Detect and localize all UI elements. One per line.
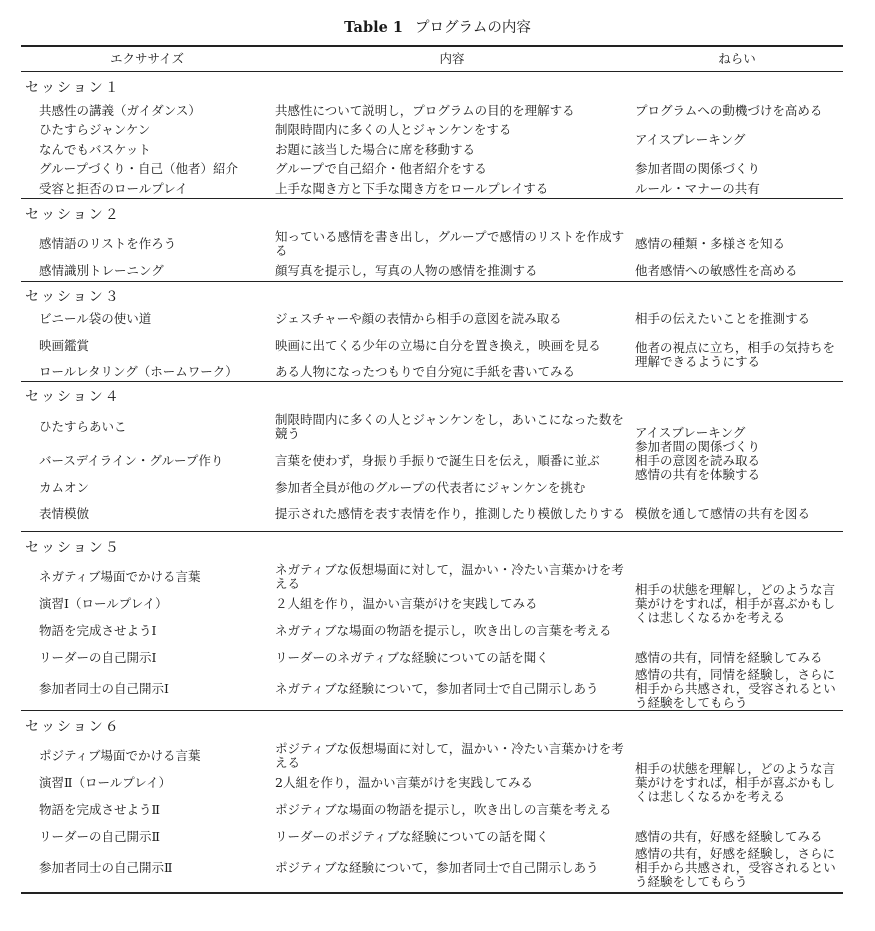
session-group <box>21 281 843 381</box>
content-cell: ネガティブな仮想場面に対して，温かい・冷たい言葉かけを考える <box>275 562 624 591</box>
content-cell: ネガティブな場面の物語を提示し，吹き出しの言葉を考える <box>275 623 612 638</box>
aim-cell: 他者感情への敏感性を高める <box>635 262 798 278</box>
exercise-cell: ひたすらあいこ <box>39 418 127 434</box>
session-title: セッション２ <box>25 206 121 223</box>
header-exercise: エクササイズ <box>109 51 184 66</box>
session-title: セッション３ <box>25 289 121 305</box>
table-caption <box>0 16 875 37</box>
content-cell: ２人組を作り，温かい言葉がけを実践してみる <box>275 596 538 611</box>
session-header-row <box>21 381 843 410</box>
content-cell: お題に該当した場合に席を移動する <box>275 141 476 157</box>
exercise-cell: 感情識別トレーニング <box>39 262 164 278</box>
exercise-cell: ロールレタリング（ホームワーク） <box>39 363 238 379</box>
content-cell: 2人組を作り，温かい言葉がけを実践してみる <box>275 775 533 790</box>
aim-cell: アイスブレーキング <box>635 132 746 147</box>
exercise-cell: 感情語のリストを作ろう <box>39 236 177 251</box>
session-header-row <box>21 532 843 561</box>
table-row <box>21 827 843 847</box>
exercise-cell: 物語を完成させようⅠ <box>39 623 157 638</box>
exercise-cell: ビニール袋の使い道 <box>39 311 152 327</box>
content-cell: 映画に出てくる少年の立場に自分を置き換え，映画を見る <box>275 338 601 353</box>
aim-cell: 感情の種類・多様さを知る <box>635 236 786 251</box>
session-header-row <box>21 711 843 740</box>
aim-cell: 感情の共有，同情を経験し，さらに相手から共感され，受容されるという経験をしてもらう <box>635 667 836 710</box>
exercise-cell: ポジティブ場面でかける言葉 <box>39 748 201 763</box>
content-cell: 共感性について説明し，プログラムの目的を理解する <box>275 102 575 118</box>
session-title: セッション５ <box>25 539 121 556</box>
exercise-cell: 映画鑑賞 <box>39 338 90 353</box>
content-cell: 言葉を使わず，身振り手振りで誕生日を伝え，順番に並ぶ <box>275 452 600 468</box>
table-caption-text: プログラムの内容 <box>414 20 531 36</box>
aim-cell: 感情の共有，同情を経験してみる <box>635 650 823 665</box>
content-cell: 上手な聞き方と下手な聞き方をロールプレイする <box>275 180 549 196</box>
content-cell: 顔写真を提示し，写真の人物の感情を推測する <box>275 262 538 278</box>
session-title: セッション１ <box>25 80 121 96</box>
content-cell: リーダーのポジティブな経験についての話を聞く <box>275 829 549 844</box>
content-cell: 制限時間内に多くの人とジャンケンをし，あいこになった数を競う <box>275 411 624 441</box>
aim-cell: ルール・マナーの共有 <box>635 180 760 196</box>
program-table <box>21 45 843 894</box>
exercise-cell: 受容と拒否のロールプレイ <box>39 180 188 196</box>
exercise-cell: リーダーの自己開示Ⅱ <box>39 829 160 844</box>
content-cell: 知っている感情を書き出し，グループで感情のリストを作成する <box>275 229 625 258</box>
table-row <box>21 668 843 711</box>
header-content: 内容 <box>439 51 465 66</box>
exercise-cell: なんでもバスケット <box>39 141 151 157</box>
table-row <box>21 739 843 773</box>
table-row <box>21 847 843 893</box>
content-cell: ポジティブな仮想場面に対して，温かい・冷たい言葉かけを考える <box>275 741 624 770</box>
session-group <box>21 532 843 711</box>
aim-cell: 感情の共有，好感を経験し，さらに相手から共感され，受容されるという経験をしてもらう <box>635 846 836 889</box>
content-cell: 制限時間内に多くの人とジャンケンをする <box>275 122 512 138</box>
session-title: セッション６ <box>25 718 121 735</box>
content-cell: 提示された感情を表す表情を作り，推測したり模倣したりする <box>275 506 626 522</box>
session-header-row <box>21 72 843 102</box>
table-row <box>21 121 843 141</box>
table-row <box>21 648 843 668</box>
session-group <box>21 199 843 282</box>
session-header-row <box>21 281 843 310</box>
exercise-cell: ひたすらジャンケン <box>39 122 151 138</box>
exercise-cell: 表情模倣 <box>39 506 90 522</box>
exercise-cell: グループづくり・自己（他者）紹介 <box>39 161 239 177</box>
content-cell: 参加者全員が他のグループの代表者にジャンケンを挑む <box>275 479 586 495</box>
table-header <box>21 46 843 72</box>
aim-cell: 模倣を通して感情の共有を図る <box>635 506 811 522</box>
table-row <box>21 410 843 444</box>
aim-cell: 感情の共有，好感を経験してみる <box>635 829 823 844</box>
table-row <box>21 329 843 363</box>
aim-cell: 相手の状態を理解し，どのような言葉がけをすれば，相手が喜ぶかもしくは悲しくなるかを考える <box>635 761 836 804</box>
exercise-cell: 参加者同士の自己開示Ⅱ <box>39 860 173 875</box>
table-row <box>21 179 843 199</box>
content-cell: グループで自己紹介・他者紹介をする <box>275 161 487 177</box>
aim-cell: 他者の視点に立ち，相手の気持ちを理解できるようにする <box>635 339 836 369</box>
content-cell: ネガティブな経験について，参加者同士で自己開示しあう <box>275 681 599 696</box>
aim-cell: アイスブレーキング 参加者間の関係づくり 相手の意図を読み取る 感情の共有を体験する <box>635 424 761 482</box>
session-group <box>21 381 843 532</box>
aim-cell: プログラムへの動機づけを高める <box>635 102 823 118</box>
table-caption-label: Table 1 <box>344 19 403 36</box>
exercise-cell: 参加者同士の自己開示Ⅰ <box>39 681 169 696</box>
table-row <box>21 227 843 261</box>
content-cell: ポジティブな場面の物語を提示し，吹き出しの言葉を考える <box>275 802 612 817</box>
table-row <box>21 160 843 180</box>
aim-cell: 相手の伝えたいことを推測する <box>635 311 811 327</box>
content-cell: ジェスチャーや顔の表情から相手の意図を読み取る <box>275 311 562 327</box>
aim-cell: 相手の状態を理解し，どのような言葉がけをすれば，相手が喜ぶかもしくは悲しくなるかを考える <box>635 582 836 625</box>
exercise-cell: 演習Ⅱ（ロールプレイ） <box>39 775 172 790</box>
session-group <box>21 711 843 894</box>
exercise-cell: カムオン <box>39 479 90 495</box>
session-header-row <box>21 199 843 228</box>
table-row <box>21 261 843 281</box>
table-row <box>21 310 843 330</box>
exercise-cell: バースデイライン・グループ作り <box>39 452 224 468</box>
content-cell: ある人物になったつもりで自分宛に手紙を書いてみる <box>275 363 576 379</box>
exercise-cell: 演習Ⅰ（ロールプレイ） <box>39 596 168 611</box>
exercise-cell: 共感性の講義（ガイダンス） <box>39 102 201 118</box>
exercise-cell: リーダーの自己開示Ⅰ <box>39 650 157 665</box>
table-row <box>21 498 843 532</box>
content-cell: リーダーのネガティブな経験についての話を聞く <box>275 650 549 665</box>
header-aim: ねらい <box>718 51 756 66</box>
session-group <box>21 72 843 199</box>
aim-cell: 参加者間の関係づくり <box>635 161 761 177</box>
session-title: セッション４ <box>25 389 121 405</box>
table-row <box>21 101 843 121</box>
content-cell: ポジティブな経験について，参加者同士で自己開示しあう <box>275 860 599 875</box>
exercise-cell: 物語を完成させようⅡ <box>39 802 160 817</box>
table-row <box>21 560 843 594</box>
exercise-cell: ネガティブ場面でかける言葉 <box>39 569 201 584</box>
